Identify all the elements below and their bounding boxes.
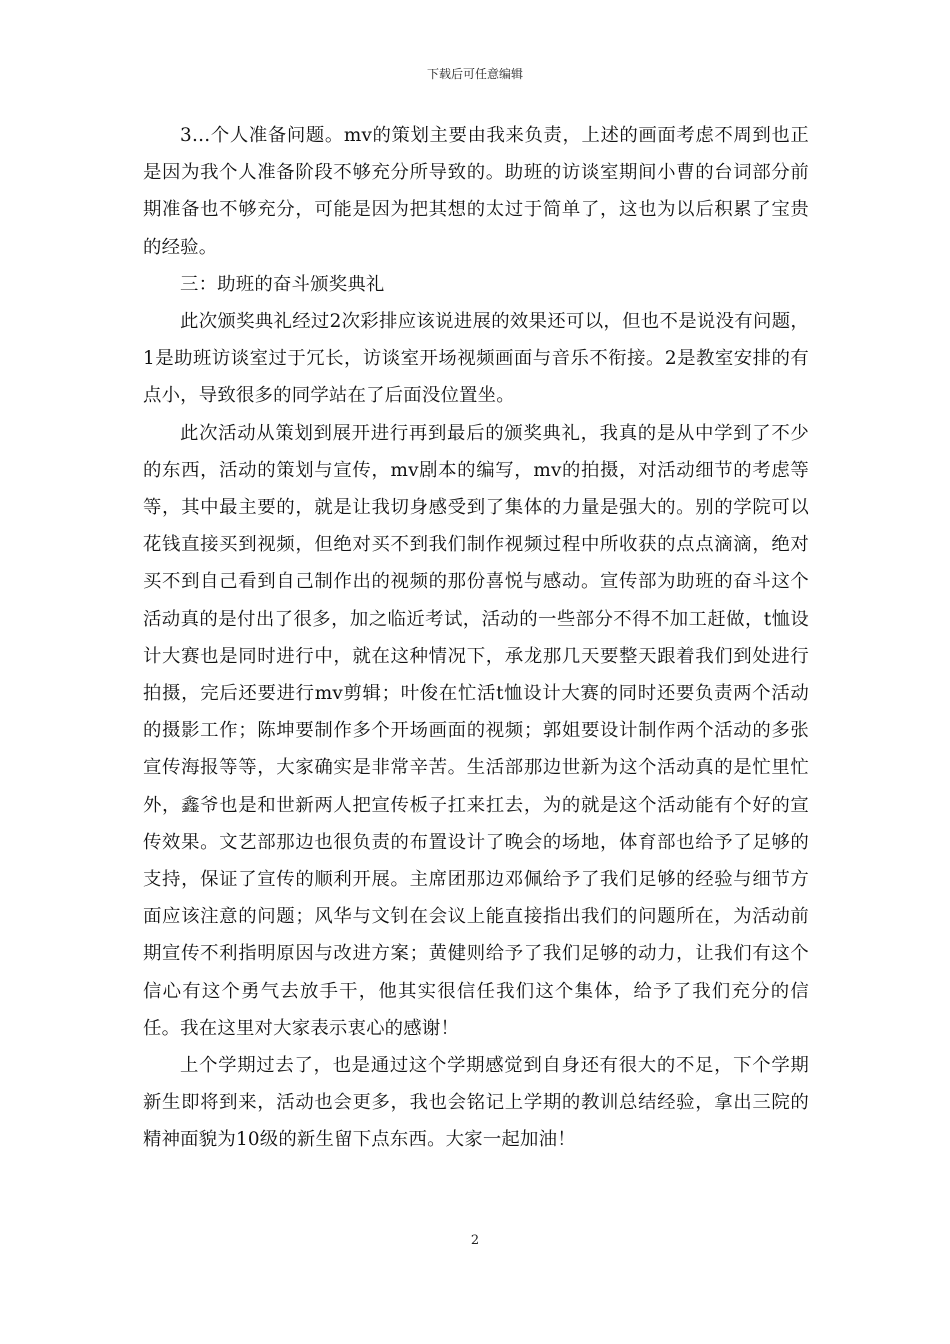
paragraph-activity-summary: 此次活动从策划到展开进行再到最后的颁奖典礼，我真的是从中学到了不少的东西，活动的策划与宣传，mv剧本的编写，mv的拍摄，对活动细节的考虑等等，其中最主要的，就是让我切身感受到了集体的力量是强大的。别的学院可以花钱直接买到视频，但绝对买不到我们制作视频过程中所收获的点点滴滴，绝对买不到自己看到自己制作出的视频的那份喜悦与感动。宣传部为助班的奋斗这个活动真的是付出了很多，加之临近考试，活动的一些部分不得不加工赶做，t恤设计大赛也是同时进行中，就在这种情况下，承龙那几天要整天跟着我们到处进行拍摄，完后还要进行mv剪辑；叶俊在忙活t恤设计大赛的同时还要负责两个活动的摄影工作；陈坤要制作多个开场画面的视频；郭姐要设计制作两个活动的多张宣传海报等等，大家确实是非常辛苦。生活部那边世新为这个活动真的是忙里忙外，鑫爷也是和世新两人把宣传板子扛来扛去，为的就是这个活动能有个好的宣传效果。文艺部那边也很负责的布置设计了晚会的场地，体育部也给予了足够的支持，保证了宣传的顺利开展。主席团那边邓佩给予了我们足够的经验与细节方面应该注意的问题；风华与文钊在会议上能直接指出我们的问题所在，为活动前期宣传不利指明原因与改进方案；黄健则给予了我们足够的动力，让我们有这个信心有这个勇气去放手干，他其实很信任我们这个集体，给予了我们充分的信任。我在这里对大家表示衷心的感谢！ (143, 422, 809, 1039)
paragraph-personal-preparation: 3…个人准备问题。mv的策划主要由我来负责，上述的画面考虑不周到也正是因为我个人准备阶段不够充分所导致的。助班的访谈室期间小曹的台词部分前期准备也不够充分，可能是因为把其想的太过于简单了，这也为以后积累了宝贵的经验。 (143, 125, 809, 258)
page-number: 2 (470, 1233, 480, 1248)
paragraph-closing: 上个学期过去了，也是通过这个学期感觉到自身还有很大的不足，下个学期新生即将到来，活动也会更多，我也会铭记上学期的教训总结经验，拿出三院的精神面貌为10级的新生留下点东西。大家一起加油！ (143, 1055, 809, 1151)
document-body (143, 117, 809, 1159)
page-header: 下载后可任意编辑 (426, 67, 523, 81)
paragraph-ceremony-review: 此次颁奖典礼经过2次彩排应该说进展的效果还可以，但也不是说没有问题，1是助班访谈室过于冗长，访谈室开场视频画面与音乐不衔接。2是教室安排的有点小，导致很多的同学站在了后面没位置坐。 (143, 311, 809, 407)
section-heading-award-ceremony: 三：助班的奋斗颁奖典礼 (180, 273, 385, 295)
